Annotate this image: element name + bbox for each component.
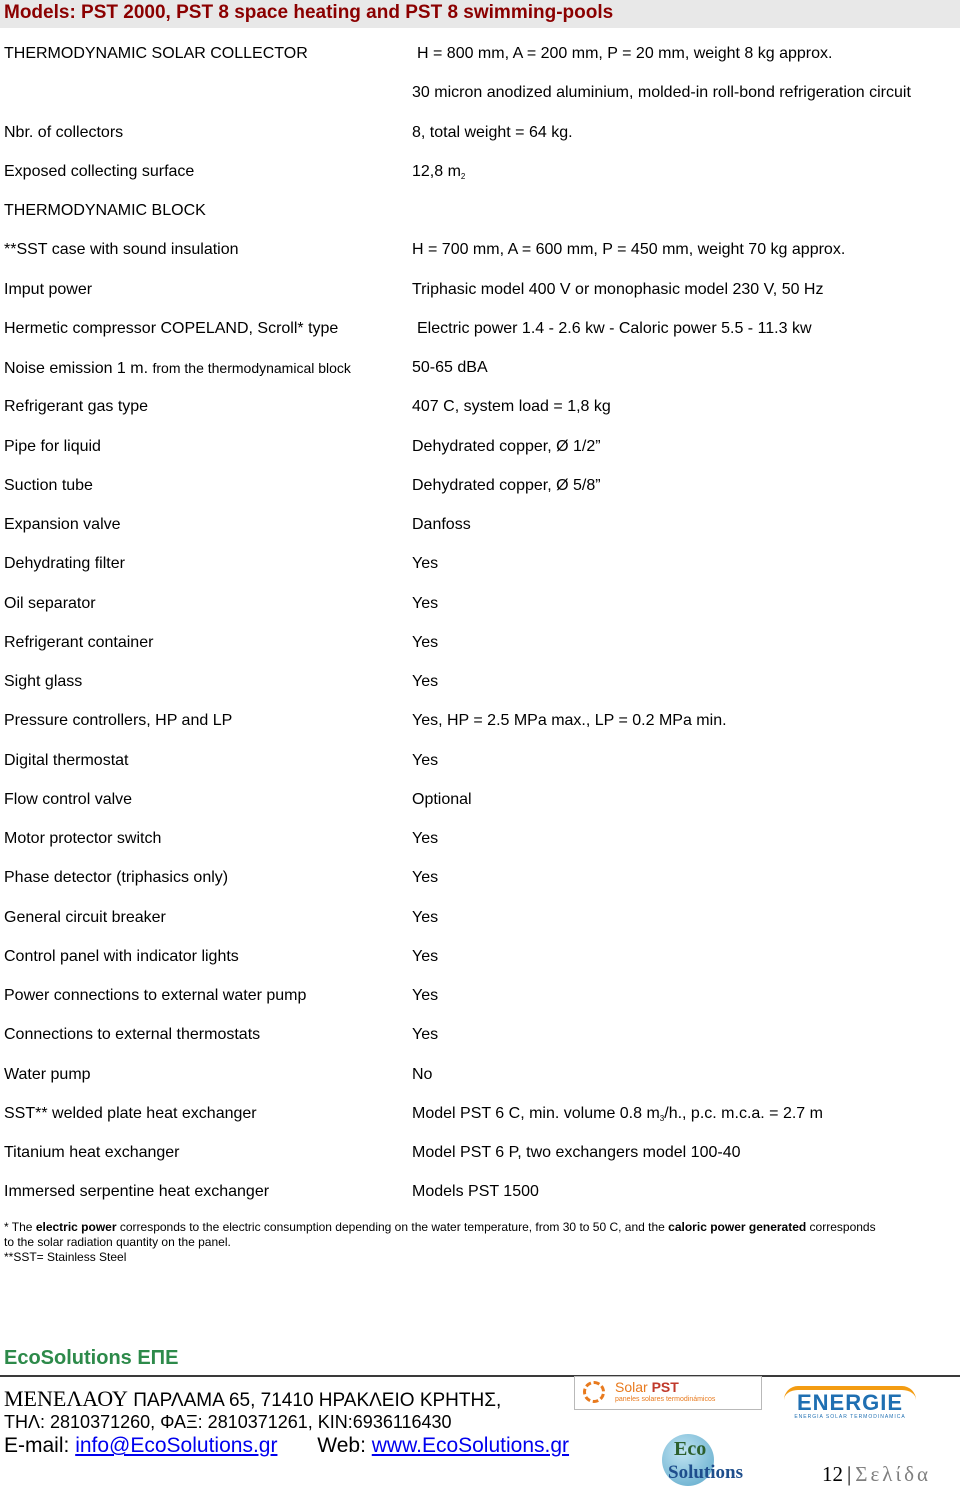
spec-value-text: Yes, HP = 2.5 MPa max., LP = 0.2 MPa min. — [412, 712, 727, 730]
address-rest: ΠΑΡΛΑΜΑ 65, 71410 ΗΡΑΚΛΕΙΟ ΚΡΗΤΗΣ, — [127, 1390, 502, 1411]
spec-label-text: General circuit breaker — [4, 908, 166, 926]
spec-label-text: Control panel with indicator lights — [4, 947, 239, 965]
spec-value-text: Yes — [412, 830, 439, 847]
spec-label-text: Pipe for liquid — [4, 437, 101, 455]
spec-value-text: 50-65 dBA — [412, 359, 488, 376]
spec-value — [412, 396, 611, 418]
spec-label — [4, 750, 129, 772]
spec-label — [4, 593, 96, 615]
spec-value-text: Yes — [412, 633, 439, 651]
spec-row — [0, 1103, 960, 1125]
spec-value-text: H = 800 mm, A = 200 mm, P = 20 mm, weight 8 kg approx. — [417, 45, 833, 62]
web-link[interactable]: www.EcoSolutions.gr — [371, 1434, 570, 1457]
spec-row — [0, 593, 960, 615]
spec-label-text: Phase detector (triphasics only) — [4, 869, 229, 887]
spec-value — [412, 553, 438, 575]
spec-row — [0, 553, 960, 575]
spec-value-text: Danfoss — [412, 516, 471, 533]
page-word: Σελίδα — [855, 1462, 931, 1486]
spec-value — [412, 632, 438, 654]
spec-value — [412, 593, 438, 615]
spec-row — [0, 357, 960, 379]
energie-logo — [784, 1386, 916, 1420]
spec-label-text: Digital thermostat — [4, 751, 129, 769]
footnote-text: corresponds to the electric consumption depending on the water temperature, from 30 to 50 C, and the — [116, 1220, 669, 1234]
spec-value — [412, 436, 601, 458]
spec-label-text: Oil separator — [4, 594, 96, 612]
page-number — [822, 1462, 931, 1487]
spec-label — [4, 396, 148, 418]
spec-value-unit-exponent: 2 — [460, 171, 466, 181]
spec-row — [0, 43, 960, 65]
spec-value-text: Optional — [412, 790, 472, 808]
spec-value-rest: /h., p.c. m.c.a. = 2.7 m — [664, 1104, 823, 1122]
spec-value — [412, 239, 845, 261]
spec-row — [0, 122, 960, 144]
solar-pst-logo-word — [615, 1379, 679, 1395]
energie-logo-tagline: ENERGIA SOLAR TERMODINAMICA — [794, 1414, 906, 1420]
company-address — [4, 1386, 501, 1412]
solar-pst-logo — [574, 1376, 762, 1410]
spec-row — [0, 867, 960, 889]
spec-value-text: 12,8 m — [412, 162, 461, 180]
spec-row — [0, 1181, 960, 1203]
spec-label — [4, 553, 125, 575]
spec-label-text: THERMODYNAMIC BLOCK — [4, 202, 206, 219]
spec-label-text: Refrigerant container — [4, 633, 154, 651]
spec-label-text: SST** welded plate heat exchanger — [4, 1104, 257, 1122]
web-label: Web: — [317, 1434, 372, 1457]
spec-value — [412, 907, 438, 929]
spec-row — [0, 200, 960, 222]
spec-value — [412, 671, 438, 693]
spec-label — [4, 279, 92, 301]
spec-value — [412, 1142, 741, 1164]
spec-label — [4, 1142, 180, 1164]
footnote-power — [4, 1220, 944, 1235]
spec-value — [412, 789, 472, 811]
title-bar — [0, 0, 960, 28]
footnote-bold: caloric power generated — [668, 1220, 807, 1234]
spec-value-text: Yes — [412, 908, 439, 926]
email-link[interactable]: info@EcoSolutions.gr — [75, 1434, 278, 1457]
spec-row — [0, 632, 960, 654]
spec-label — [4, 828, 161, 850]
spec-value-text: Electric power 1.4 - 2.6 kw - Caloric power 5.5 - 11.3 kw — [417, 319, 812, 337]
spec-row — [0, 318, 960, 340]
footnote-text: corresponds — [806, 1220, 876, 1234]
sun-icon — [583, 1381, 605, 1403]
spec-value — [412, 710, 727, 732]
spec-label — [4, 985, 306, 1007]
spec-row — [0, 1142, 960, 1164]
logo-word-b: PST — [651, 1379, 679, 1395]
spec-value-text: Yes — [412, 947, 439, 965]
spec-label — [4, 436, 101, 458]
spec-value-text: Yes — [412, 673, 439, 690]
spec-row — [0, 475, 960, 497]
spec-row — [0, 828, 960, 850]
eco-logo-word-2: Solutions — [668, 1462, 743, 1483]
spec-label — [4, 907, 166, 929]
spec-value — [412, 514, 471, 536]
spec-label-text: Hermetic compressor COPELAND, Scroll* type — [4, 319, 339, 337]
spec-label — [4, 318, 338, 340]
spec-row — [0, 239, 960, 261]
spec-row — [0, 789, 960, 811]
spec-label — [4, 1064, 91, 1086]
spec-label — [4, 43, 308, 65]
spec-label-text: Sight glass — [4, 673, 83, 690]
spec-value — [412, 1181, 539, 1203]
spec-value-text: H = 700 mm, A = 600 mm, P = 450 mm, weight 70 kg approx. — [412, 241, 846, 259]
spec-label — [4, 239, 239, 261]
spec-label — [4, 946, 239, 968]
spec-label-text: Expansion valve — [4, 516, 121, 533]
spec-label-text: Suction tube — [4, 476, 93, 494]
spec-label-text: Titanium heat exchanger — [4, 1144, 180, 1161]
logo-word-a: Solar — [615, 1379, 648, 1395]
address-street: ΜΕΝΕΛΑΟΥ — [4, 1386, 128, 1411]
energie-logo-word: ENERGIE — [796, 1390, 904, 1415]
spec-label-text: **SST case with sound insulation — [4, 241, 239, 259]
spec-row — [0, 750, 960, 772]
spec-row — [0, 985, 960, 1007]
spec-label-text: Power connections to external water pump — [4, 987, 307, 1004]
spec-value-text: Yes — [412, 1026, 439, 1044]
spec-label-note: from the thermodynamical block — [152, 360, 351, 376]
spec-value — [412, 122, 573, 144]
company-contact — [4, 1434, 569, 1458]
spec-value — [412, 279, 823, 301]
spec-value-text: Dehydrated copper, Ø 5/8” — [412, 476, 601, 494]
spec-value — [412, 357, 488, 379]
spec-label — [4, 789, 132, 811]
footnote-radiation: to the solar radiation quantity on the panel. — [4, 1235, 231, 1249]
spec-label — [4, 671, 82, 693]
spec-label — [4, 710, 232, 732]
spec-row — [0, 710, 960, 732]
spec-label — [4, 1181, 269, 1203]
spec-label-text: Immersed serpentine heat exchanger — [4, 1183, 270, 1201]
company-brand: EcoSolutions ΕΠΕ — [4, 1347, 179, 1369]
spec-row — [0, 946, 960, 968]
spec-label — [4, 514, 121, 536]
page-separator: | — [847, 1462, 852, 1486]
spec-value-text: 8, total weight = 64 kg. — [412, 123, 573, 141]
spec-value-text: Yes — [412, 869, 439, 887]
spec-value — [412, 946, 438, 968]
spec-label — [4, 200, 206, 222]
spec-value — [412, 750, 438, 772]
spec-label-text: THERMODYNAMIC SOLAR COLLECTOR — [4, 45, 308, 62]
solar-pst-logo-tagline: paneles solares termodinámicos — [615, 1396, 716, 1403]
footer-rule — [0, 1375, 960, 1377]
spec-value — [412, 828, 438, 850]
email-label: E-mail: — [4, 1434, 76, 1457]
spec-label-text: Exposed collecting surface — [4, 162, 195, 180]
spec-label-text: Dehydrating filter — [4, 555, 125, 573]
spec-value-text: 407 C, system load = 1,8 kg — [412, 398, 611, 416]
company-phones: ΤΗΛ: 2810371260, ΦΑΞ: 2810371261, ΚΙΝ:6936116430 — [4, 1412, 452, 1432]
spec-row — [0, 671, 960, 693]
spec-value-text: No — [412, 1065, 433, 1083]
spec-label — [4, 1103, 257, 1125]
spec-label-text: Refrigerant gas type — [4, 398, 149, 416]
spec-row — [0, 82, 960, 104]
spec-value — [412, 985, 438, 1007]
spec-value-text: Model PST 6 C, min. volume 0.8 m — [412, 1104, 660, 1122]
spec-value — [412, 82, 911, 104]
ecosolutions-logo — [660, 1432, 770, 1490]
footnote-sst: **SST= Stainless Steel — [4, 1250, 127, 1264]
spec-value-text: Triphasic model 400 V or monophasic model 230 V, 50 Hz — [412, 280, 824, 298]
spec-value-text: Models PST 1500 — [412, 1183, 539, 1201]
spec-value — [412, 1024, 438, 1046]
spec-value-text: Dehydrated copper, Ø 1/2” — [412, 437, 601, 455]
spec-value-text: Yes — [412, 555, 439, 573]
spec-row — [0, 907, 960, 929]
footnote-bold: electric power — [35, 1220, 117, 1234]
spec-value — [412, 1064, 432, 1086]
spec-row — [0, 396, 960, 418]
spec-label — [4, 161, 194, 183]
spec-value-text: Yes — [412, 594, 439, 612]
spec-label — [4, 867, 228, 889]
spec-row — [0, 279, 960, 301]
spec-label-text: Water pump — [4, 1065, 91, 1083]
spec-label-text: Connections to external thermostats — [4, 1026, 261, 1044]
spec-value-text: Yes — [412, 987, 439, 1004]
spec-value-text: Model PST 6 P, two exchangers model 100-40 — [412, 1144, 741, 1161]
spec-row — [0, 1024, 960, 1046]
spec-label — [4, 122, 123, 144]
page-title: Models: PST 2000, PST 8 space heating and PST 8 swimming-pools — [4, 2, 614, 23]
spec-value-unit-exponent: 3 — [659, 1113, 665, 1123]
spec-label-text: Imput power — [4, 280, 93, 298]
spec-value — [412, 475, 601, 497]
footnotes — [4, 1220, 944, 1265]
footnote-text: * The — [4, 1220, 36, 1234]
eco-logo-word-1: Eco — [674, 1438, 707, 1460]
spec-row — [0, 436, 960, 458]
spec-label — [4, 632, 153, 654]
spec-value — [417, 43, 832, 65]
spec-value-text: Yes — [412, 751, 439, 769]
spec-value-text: 30 micron anodized aluminium, molded-in roll-bond refrigeration circuit — [412, 84, 911, 102]
spec-label-text: Flow control valve — [4, 790, 133, 808]
spec-row — [0, 514, 960, 536]
spec-label-text: Motor protector switch — [4, 830, 162, 847]
spec-label — [4, 357, 351, 380]
page-number-value: 12 — [822, 1462, 843, 1486]
spec-value — [412, 1103, 823, 1130]
spec-value — [417, 318, 812, 340]
spec-value — [412, 867, 438, 889]
spec-label-text: Noise emission 1 m. — [4, 360, 149, 377]
spec-label-text: Nbr. of collectors — [4, 123, 124, 141]
spec-row — [0, 161, 960, 183]
spec-label — [4, 1024, 260, 1046]
spec-row — [0, 1064, 960, 1086]
spec-label — [4, 475, 93, 497]
spec-label-text: Pressure controllers, HP and LP — [4, 712, 233, 730]
spec-value — [412, 161, 465, 188]
